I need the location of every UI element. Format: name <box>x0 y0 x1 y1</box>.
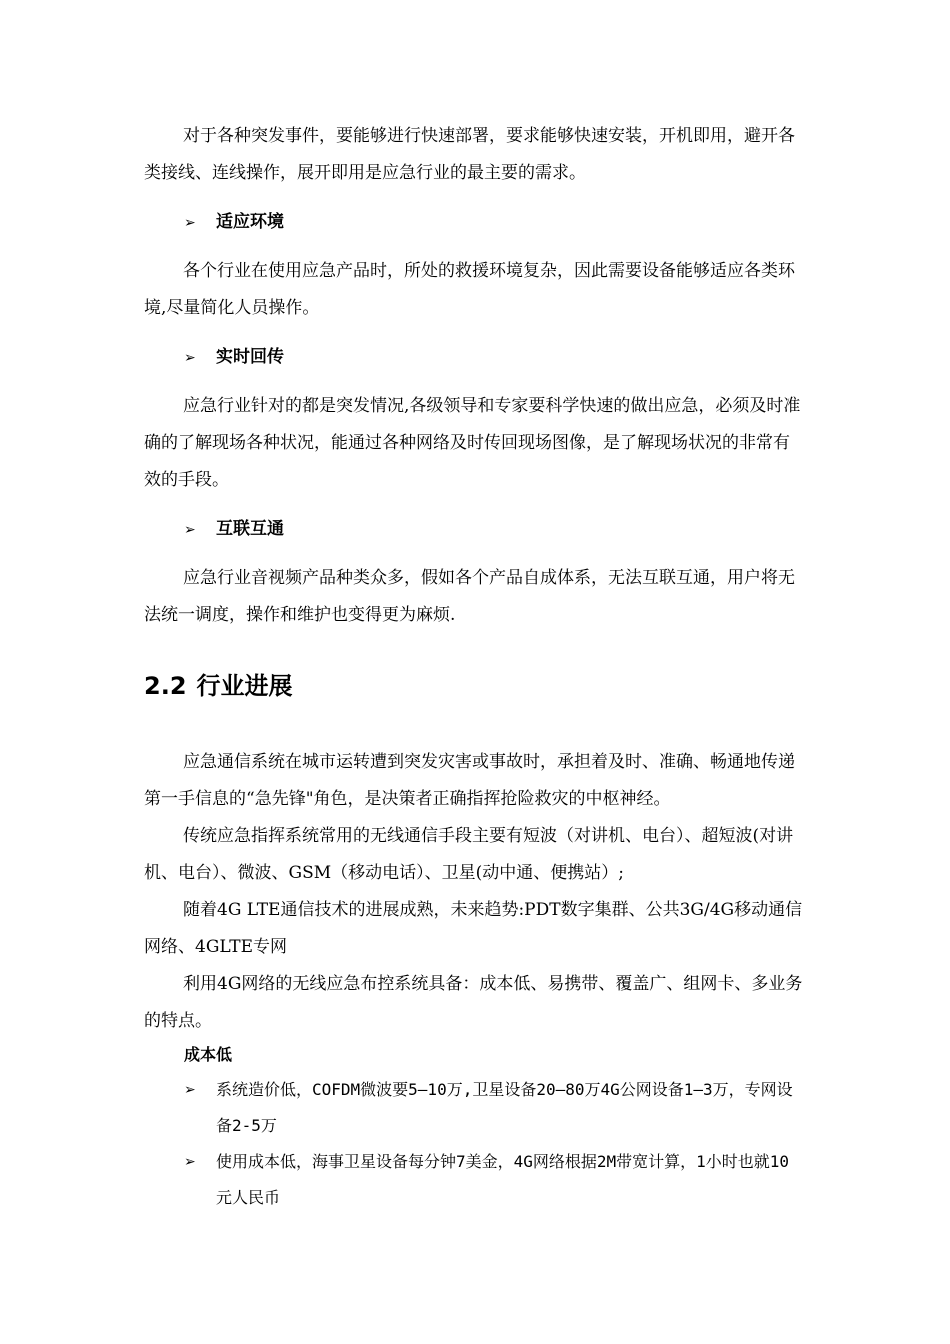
section-heading <box>144 668 293 704</box>
arrow-bullet-icon: ➢ <box>184 1154 196 1170</box>
sub-heading-low-cost: 成本低 <box>184 1045 233 1064</box>
paragraph-section-1: 应急通信系统在城市运转遭到突发灾害或事故时，承担着及时、准确、畅通地传递第一手信息的“急先锋"角色，是决策者正确指挥抢险救灾的中枢神经。 <box>144 752 795 809</box>
bullet-heading-realtime: ➢ 实时回传 <box>184 342 284 372</box>
paragraph-deploy: 对于各种突发事件，要能够进行快速部署，要求能够快速安装，开机即用，避开各类接线、连线操作，展开即用是应急行业的最主要的需求。 <box>144 126 795 183</box>
arrow-bullet-icon: ➢ <box>184 350 196 366</box>
arrow-bullet-icon: ➢ <box>184 522 196 538</box>
paragraph-realtime: 应急行业针对的都是突发情况,各级领导和专家要科学快速的做出应急，必须及时准确的了解现场各种状况，能通过各种网络及时传回现场图像，是了解现场状况的非常有效的手段。 <box>144 396 801 490</box>
list-item: ➢ 系统造价低，COFDM微波要5—10万,卫星设备20—80万4G公网设备1—3万，专网设备2-5万 <box>184 1072 804 1144</box>
paragraph-section-2: 传统应急指挥系统常用的无线通信手段主要有短波（对讲机、电台）、超短波(对讲机、电台）、微波、GSM（移动电话）、卫星(动中通、便携站）; <box>144 826 794 883</box>
paragraph-interop: 应急行业音视频产品种类众多，假如各个产品自成体系，无法互联互通，用户将无法统一调度，操作和维护也变得更为麻烦. <box>144 568 795 625</box>
arrow-bullet-icon: ➢ <box>184 215 196 231</box>
paragraph-adapt: 各个行业在使用应急产品时，所处的救援环境复杂，因此需要设备能够适应各类环境,尽量简化人员操作。 <box>144 261 795 318</box>
paragraph-section-4: 利用4G网络的无线应急布控系统具备：成本低、易携带、覆盖广、组网卡、多业务的特点。 <box>144 974 803 1031</box>
bullet-heading-adapt: ➢ 适应环境 <box>184 207 284 237</box>
paragraph-section-3: 随着4G LTE通信技术的进展成熟，未来趋势:PDT数字集群、公共3G/4G移动通信网络、4GLTE专网 <box>144 900 803 957</box>
list-item: ➢ 使用成本低，海事卫星设备每分钟7美金，4G网络根据2M带宽计算，1小时也就10元人民币 <box>184 1144 804 1216</box>
section-title-text: 行业进展 <box>196 672 293 700</box>
arrow-bullet-icon: ➢ <box>184 1082 196 1098</box>
section-number: 2.2 <box>144 672 187 700</box>
bullet-heading-interop: ➢ 互联互通 <box>184 514 284 544</box>
